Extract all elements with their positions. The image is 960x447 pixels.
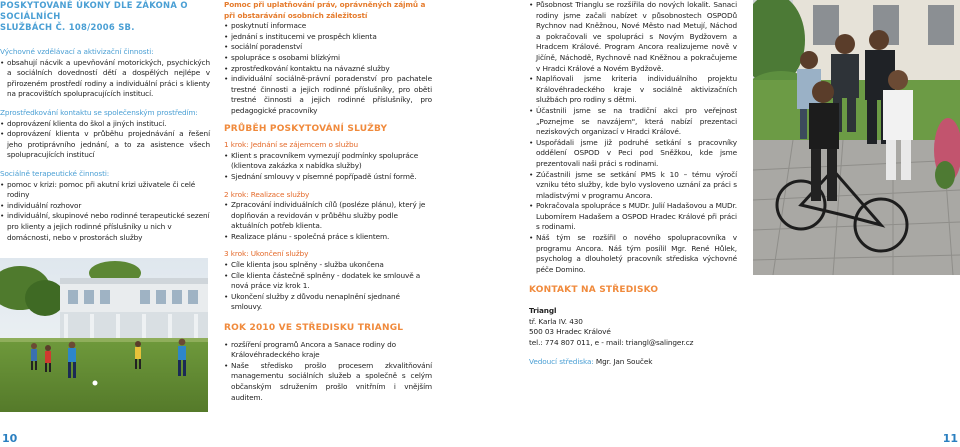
list-item: • sociální poradenství xyxy=(224,42,432,53)
right-text-column xyxy=(529,0,737,368)
list-item: • doprovázení klienta v průběhu projednávání a řešení jeho protiprávního jednání, a to za asistence všech spolupracujících institucí xyxy=(0,129,210,161)
title-line-1: POSKYTOVANÉ ÚKONY DLE ZÁKONA O SOCIÁLNÍCH xyxy=(0,0,188,21)
list-item: • individuální sociálně-právní poradenství pro pachatele trestné činnosti a jejich rodinné příslušníky, pro oběti trestné činnosti a jejich rodinné příslušníky, pro pedagogické pracovníky xyxy=(224,74,432,116)
list-item: • Cíle klienta jsou splněny - služba ukončena xyxy=(224,260,432,271)
head-label: Vedoucí střediska: xyxy=(529,357,594,367)
list-item: • Uspořádali jsme již podruhé setkání s pracovníky oddělení OSPOD v Peci pod Sněžkou, kde jsme prezentovali naši práci s rodinami. xyxy=(529,138,737,170)
right-page xyxy=(480,0,960,447)
list-item: • spolupráce s osobami blízkými xyxy=(224,53,432,64)
step-list xyxy=(224,151,432,183)
contact-phone: tel.: 774 807 011, e - mail: triangl@salinger.cz xyxy=(529,337,694,347)
list-item: • Naplňovali jsme kriteria individuálního projektu Královéhradeckého kraje v sociálně aktivizačních službách pro rodiny s dětmi. xyxy=(529,74,737,106)
activities-list xyxy=(529,0,737,275)
list-item: • Sjednání smlouvy v písemné popřípadě ústní formě. xyxy=(224,172,432,183)
contact-name: Triangl xyxy=(529,306,557,316)
left-text-column xyxy=(0,0,210,243)
list-item: • Pokračovala spolupráce s MUDr. Julií Hadašovou a MUDr. Lubomírem Hadašem a OSPOD Hradec Králové při práci s rodinami. xyxy=(529,201,737,233)
list-item: • zprostředkování kontaktu na návazné služby xyxy=(224,64,432,75)
list-item: • individuální rozhovor xyxy=(0,201,210,212)
list-item: • poskytnutí informace xyxy=(224,21,432,32)
list-item: • Zpracování individuálních cílů (posléze plánu), který je doplňován a revidován v průběhu služby podle aktuálních potřeb klienta. xyxy=(224,200,432,232)
list-item: • Klient s pracovníkem vymezují podmínky spolupráce (klientova zakázka x nabídka služby) xyxy=(224,151,432,172)
contact-head xyxy=(529,357,737,368)
page-title xyxy=(0,0,210,33)
section-heading: Zprostředkování kontaktu se společenským prostředím: xyxy=(0,107,198,117)
section-list xyxy=(0,119,210,161)
contact-street: tř. Karla IV. 430 xyxy=(529,316,583,326)
step-list xyxy=(224,260,432,313)
list-item: • individuální, skupinové nebo rodinné terapeutické sezení pro klienty a jejich rodinné příslušníky u nich v domácnosti, nebo v prostorách služby xyxy=(0,211,210,243)
list-item: • Cíle klienta částečně splněny - dodatek ke smlouvě a nová práce viz krok 1. xyxy=(224,271,432,292)
contact-city: 500 03 Hradec Králové xyxy=(529,327,611,337)
list-item: • Účastnili jsme se na tradiční akci pro veřejnost „Poznejme se navzájem", která nabízí prezentaci neziskových organizací v Hradci Králové. xyxy=(529,106,737,138)
list-item: • Působnost Trianglu se rozšířila do nových lokalit. Sanaci rodiny jsme začali nabízet v působnostech OSPODů Rychnov nad Kněžnou, Nové Město nad Metují, Náchod a pokračovali ve spolupráci s Novým Bydžovem a Hradcem Králové. Program Ancora realizujeme nově v Jičíně, Náchodě, Rychnově nad Kněžnou a pokračujeme v Hradci Králové a Novém Bydžově. xyxy=(529,0,737,74)
football-photo xyxy=(0,258,208,412)
contact-title: KONTAKT NA STŘEDISKO xyxy=(529,285,659,296)
rok2010-title: ROK 2010 VE STŘEDISKU TRIANGL xyxy=(224,323,404,334)
list-item: • Zúčastnili jsme se setkání PMS k 10 – tému výročí vzniku této služby, kde bylo vysloveno uznání za práci s mladistvými v programu Ancora. xyxy=(529,170,737,202)
section-heading: Výchovné vzdělávací a aktivizační činnosti: xyxy=(0,47,154,56)
step-heading: 3 krok: Ukončení služby xyxy=(224,249,309,259)
step-list xyxy=(224,200,432,242)
list-item: • jednání s institucemi ve prospěch klienta xyxy=(224,32,432,43)
section-list xyxy=(0,58,210,100)
middle-text-column xyxy=(224,0,432,403)
step-heading: 1 krok: Jednání se zájemcem o službu xyxy=(224,140,359,150)
list-item: • Ukončení služby z důvodu nenaplnění sjednané smlouvy. xyxy=(224,292,432,313)
head-name: Mgr. Jan Souček xyxy=(595,357,653,367)
list-item: • doprovázení klienta do škol a jiných institucí. xyxy=(0,119,210,130)
section-heading: Pomoc při uplatňování práv, oprávněných zájmů a při obstarávání osobních záležitostí xyxy=(224,0,426,20)
list-item: • rozšíření programů Ancora a Sanace rodiny do Královéhradeckého kraje xyxy=(224,340,432,361)
list-item: • Realizace plánu - společná práce s klientem. xyxy=(224,232,432,243)
section-list xyxy=(224,21,432,116)
list-item: • obsahují nácvik a upevňování motorických, psychických a sociálních dovedností dětí a dospělých nejlépe v přirozeném prostředí rodiny a individuální práci s klienty na pracovištích spolupracujících institucí. xyxy=(0,58,210,100)
section-list xyxy=(0,180,210,244)
list-item: • Náš tým se rozšířil o nového spolupracovníka v programu Ancora. Náš tým posílil Mgr. René Hůlek, psycholog a dlouholetý pracovník střediska výchovné péče Domino. xyxy=(529,233,737,275)
page-number: 10 xyxy=(2,432,18,445)
section-heading: Sociálně terapeutické činnosti: xyxy=(0,168,110,178)
list-item: • pomoc v krizi: pomoc při akutní krizi uživatele či celé rodiny xyxy=(0,180,210,201)
children-photo xyxy=(753,0,960,275)
list-item: • Naše středisko prošlo procesem zkvalitňování managementu sociálních služeb a společně s celým občanským sdružením prošlo vnitřním i vnějším auditem. xyxy=(224,361,432,403)
rok2010-list xyxy=(224,340,432,404)
process-title: PRŮBĚH POSKYTOVÁNÍ SLUŽBY xyxy=(224,123,388,134)
step-heading: 2 krok: Realizace služby xyxy=(224,189,310,199)
title-line-2: SLUŽBÁCH Č. 108/2006 SB. xyxy=(0,22,135,32)
page-number: 11 xyxy=(942,432,958,445)
